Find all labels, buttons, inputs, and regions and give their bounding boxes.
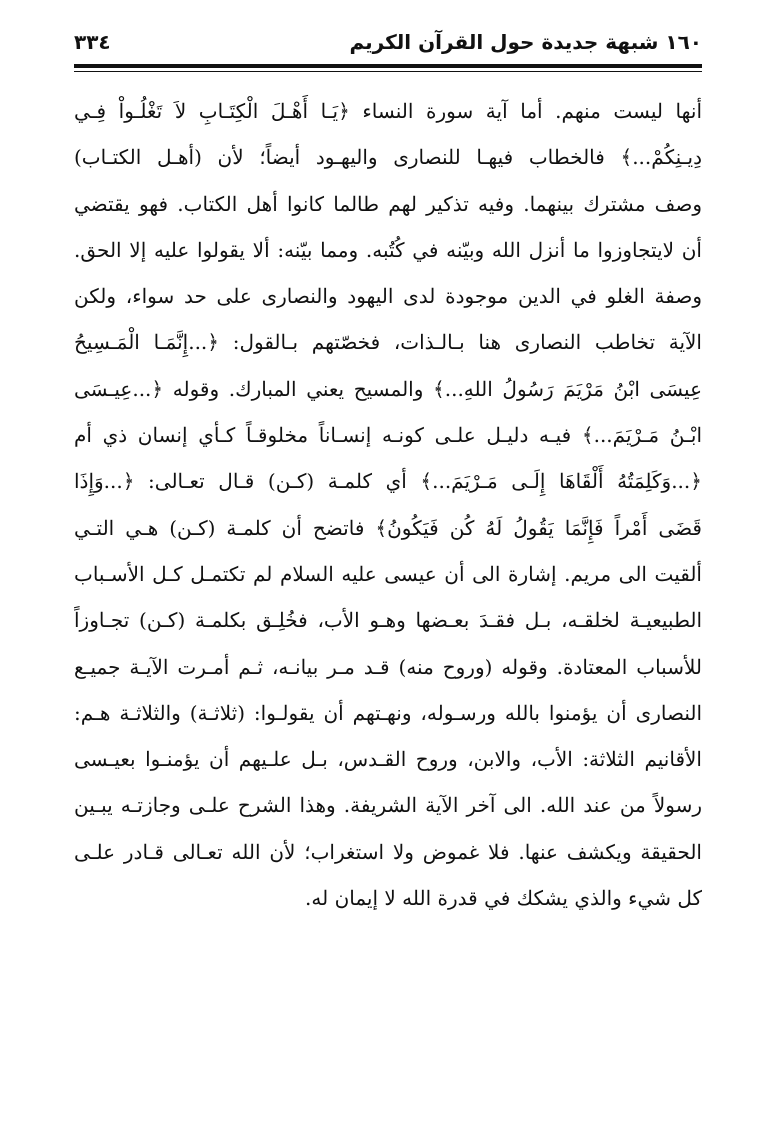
text-line: للأسباب المعتادة. وقوله (وروح منه) قـد مـر بيانـه، ثـم أمـرت الآيـة جميـع bbox=[74, 654, 702, 679]
text-line: ﴿...وَكَلِمَتُهُ أَلْقَاهَا إِلَـى مَـرْيَمَ...﴾ أي كلمـة (كـن) قـال تعـالى: ﴿...وَإِذَا bbox=[74, 469, 702, 494]
text-line: كل شيء والذي يشكك في قدرة الله لا إيمان له. bbox=[305, 886, 702, 911]
text-line: وصف مشترك بينهما. وفيه تذكير لهم طالما كانوا أهل الكتاب. فهو يقتضي bbox=[74, 191, 702, 216]
text-line: الأقانيم الثلاثة: الأب، والابن، وروح القـدس، بـل علـيهم أن يؤمنـوا بعيـسى bbox=[74, 747, 702, 772]
header-rule-thin bbox=[74, 71, 702, 72]
text-line: رسولاً من عند الله. الى آخر الآية الشريفة. وهذا الشرح علـى وجازتـه يبـين bbox=[74, 793, 702, 818]
text-line: أنها ليست منهم. أما آية سورة النساء ﴿يَـا أَهْـلَ الْكِتَـابِ لاَ تَغْلُـواْ فِـي bbox=[74, 99, 702, 123]
text-line: النصارى أن يؤمنوا بالله ورسـوله، ونهـتهم أن يقولـوا: (ثلاثـة) والثلاثـة هـم: bbox=[74, 700, 702, 725]
text-line: الحقيقة ويكشف عنها. فلا غموض ولا استغراب؛ لأن الله تعـالى قـادر علـى bbox=[74, 839, 702, 864]
text-line: وصفة الغلو في الدين موجودة لدى اليهود والنصارى على حد سواء، ولكن bbox=[74, 284, 702, 309]
text-line: عِيسَى ابْنُ مَرْيَمَ رَسُولُ اللهِ...﴾ والمسيح يعني المبارك. وقوله ﴿...عِيـسَى bbox=[74, 376, 702, 401]
text-line: دِيـنِكُمْ...﴾ فالخطاب فيهـا للنصارى واليهـود أيضاً؛ لأن (أهـل الكتـاب) bbox=[74, 145, 702, 170]
text-line: قَضَى أَمْراً فَإِنَّمَا يَقُولُ لَهُ كُن فَيَكُونُ﴾ فاتضح أن كلمـة (كـن) هـي التـي bbox=[74, 515, 702, 540]
text-line: أن لايتجاوزوا ما أنزل الله وبيّنه في كُتُبه. ومما بيّنه: ألا يقولوا عليه إلا الحق. bbox=[74, 237, 702, 262]
header-rule-thick bbox=[74, 64, 702, 68]
text-line: الطبيعيـة لخلقـه، بـل فقـدَ بعـضها وهـو الأب، فخُلِـق بكلمـة (كـن) تجـاوزاً bbox=[74, 608, 702, 633]
page-number: ٣٣٤ bbox=[74, 30, 111, 54]
text-line: ألقيت الى مريم. إشارة الى أن عيسى عليه السلام لم تكتمـل كـل الأسـباب bbox=[74, 561, 702, 586]
body-text bbox=[74, 88, 702, 921]
running-title: ١٦٠ شبهة جديدة حول القرآن الكريم bbox=[349, 30, 702, 54]
text-line: ابْـنُ مَـرْيَمَ...﴾ فيـه دليـل علـى كونـه إنسـاناً مخلوقـاً كـأي إنسان ذي أم bbox=[74, 423, 702, 448]
page-header bbox=[74, 26, 702, 60]
text-line: الآية تخاطب النصارى هنا بـالـذات، فخصّتهم بـالقول: ﴿...إِنَّمَـا الْمَـسِيحُ bbox=[74, 330, 702, 355]
